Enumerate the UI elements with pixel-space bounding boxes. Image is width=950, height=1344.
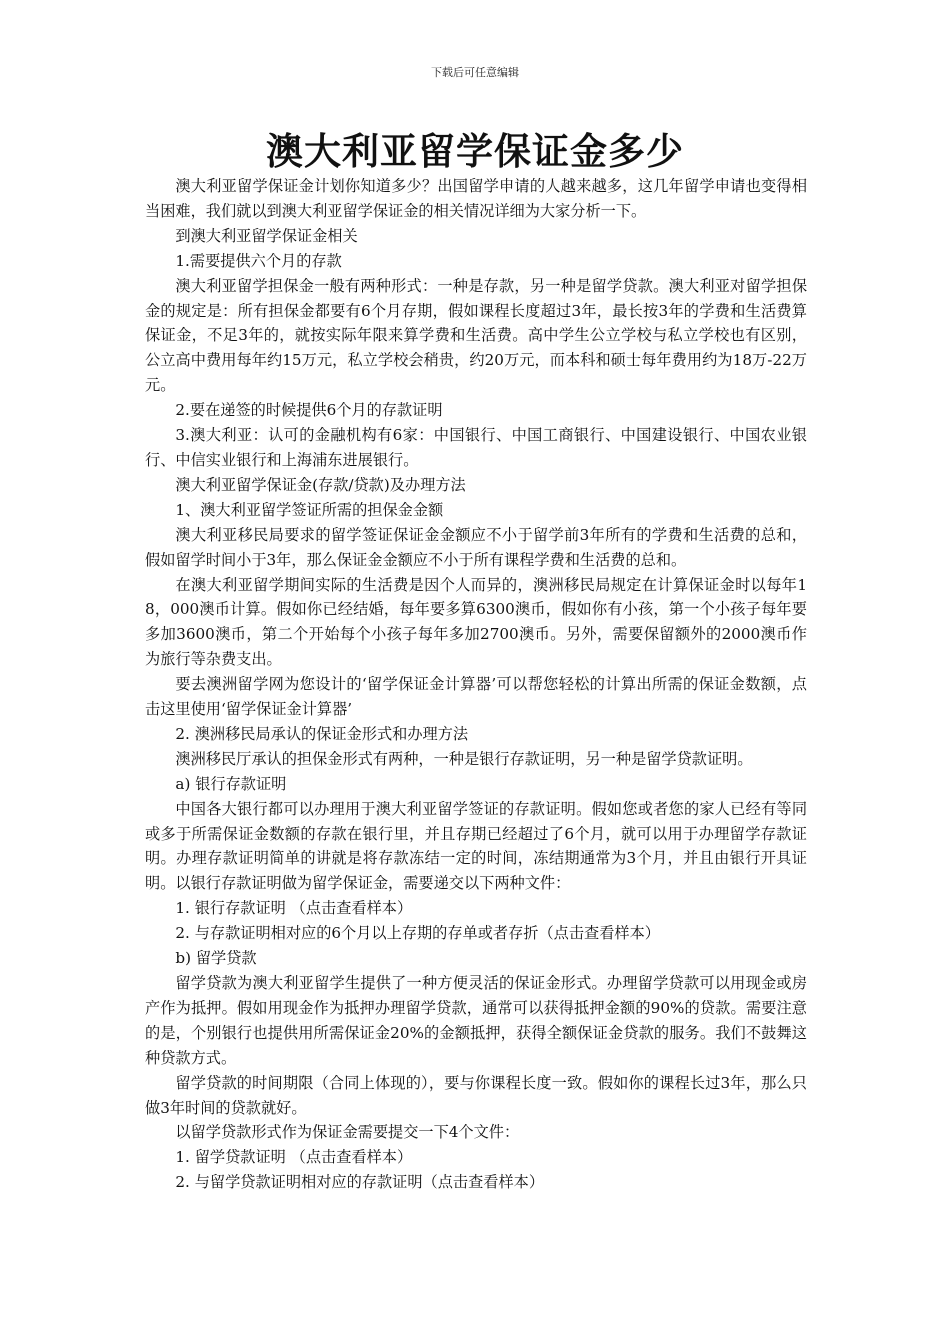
paragraph-section-2: 2. 澳洲移民局承认的保证金形式和办理方法 (175, 724, 469, 743)
paragraph-intro: 澳大利亚留学保证金计划你知道多少？出国留学申请的人越来越多，这几年留学申请也变得相当困难，我们就以到澳大利亚留学保证金的相关情况详细为大家分析一下。 (145, 177, 807, 220)
paragraph-heading-related: 到澳大利亚留学保证金相关 (175, 226, 358, 245)
paragraph-deposit-doc-2: 2. 与存款证明相对应的6个月以上存期的存单或者存折（点击查看样本） (175, 924, 660, 943)
paragraph-heading-methods: 澳大利亚留学保证金(存款/贷款)及办理方法 (175, 475, 466, 494)
paragraph-bank-deposit: 中国各大银行都可以办理用于澳大利亚留学签证的存款证明。假如您或者您的家人已经有等同或多于所需保证金数额的存款在银行里，并且存期已经超过了6个月，就可以用于办理留学存款证明。办理存款证明简单的讲就是将存款冻结一定的时间，冻结期通常为3个月，并且由银行开具证明。以银行存款证明做为留学保证金，需要递交以下两种文件： (145, 799, 807, 893)
document-title: 澳大利亚留学保证金多少 (266, 129, 684, 173)
paragraph-item-3: 3.澳大利亚：认可的金融机构有6家：中国银行、中国工商银行、中国建设银行、中国农业银行、中信实业银行和上海浦东进展银行。 (145, 426, 807, 469)
document-body (145, 174, 807, 1195)
paragraph-immigration-requirement: 澳大利亚移民局要求的留学签证保证金金额应不小于留学前3年所有的学费和生活费的总和，假如留学时间小于3年，那么保证金金额应不小于所有课程学费和生活费的总和。 (145, 525, 807, 569)
paragraph-subheading-a: a) 银行存款证明 (175, 774, 287, 793)
paragraph-section-1: 1、澳大利亚留学签证所需的担保金金额 (175, 500, 444, 519)
paragraph-two-forms: 澳洲移民厅承认的担保金形式有两种，一种是银行存款证明，另一种是留学贷款证明。 (175, 749, 753, 768)
paragraph-loan-term: 留学贷款的时间期限（合同上体现的），要与你课程长度一致。假如你的课程长过3年，那么只做3年时间的贷款就好。 (145, 1073, 807, 1117)
paragraph-loan-doc-1: 1. 留学贷款证明 （点击查看样本） (175, 1148, 413, 1167)
paragraph-item-1: 1.需要提供六个月的存款 (175, 251, 342, 270)
paragraph-deposit-doc-1: 1. 银行存款证明 （点击查看样本） (175, 899, 413, 918)
paragraph-calculator: 要去澳洲留学网为您设计的‘留学保证金计算器’可以帮您轻松的计算出所需的保证金数额，点击这里使用‘留学保证金计算器’ (145, 675, 807, 719)
paragraph-living-costs: 在澳大利亚留学期间实际的生活费是因个人而异的，澳洲移民局规定在计算保证金时以每年18，000澳币计算。假如你已经结婚，每年要多算6300澳币，假如你有小孩，第一个小孩子每年要多加3600澳币，第二个开始每个小孩子每年多加2700澳币。另外，需要保留额外的2000澳币作为旅行等杂费支出。 (145, 575, 807, 669)
paragraph-loan-docs-intro: 以留学贷款形式作为保证金需要提交一下4个文件： (175, 1123, 520, 1142)
paragraph-student-loan: 留学贷款为澳大利亚留学生提供了一种方便灵活的保证金形式。办理留学贷款可以用现金或房产作为抵押。假如用现金作为抵押办理留学贷款，通常可以获得抵押金额的90%的贷款。需要注意的是，个别银行也提供用所需保证金20%的金额抵押，获得全额保证金贷款的服务。我们不鼓舞这种贷款方式。 (145, 974, 807, 1067)
page-header: 下载后可任意编辑 (431, 66, 519, 79)
paragraph-item-2: 2.要在递签的时候提供6个月的存款证明 (175, 401, 443, 420)
paragraph-guarantee-forms: 澳大利亚留学担保金一般有两种形式：一种是存款，另一种是留学贷款。澳大利亚对留学担保金的规定是：所有担保金都要有6个月存期，假如课程长度超过3年，最长按3年的学费和生活费算保证金，不足3年的，就按实际年限来算学费和生活费。高中学生公立学校与私立学校也有区别，公立高中费用每年约15万元，私立学校会稍贵，约20万元，而本科和硕士每年费用约为18万-22万元。 (145, 276, 807, 395)
paragraph-loan-doc-2: 2. 与留学贷款证明相对应的存款证明（点击查看样本） (175, 1173, 545, 1192)
paragraph-subheading-b: b) 留学贷款 (175, 949, 257, 968)
